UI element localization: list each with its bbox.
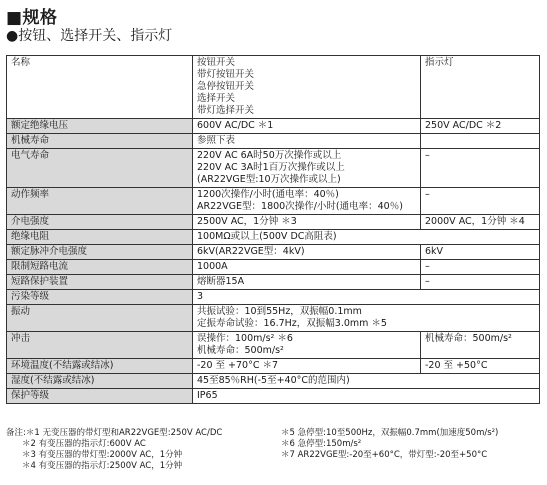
row-label: 电气寿命 — [7, 149, 193, 188]
value-line: 2500V AC，1分钟 ＊3 — [197, 216, 297, 227]
value-line: (AR22VGE型:10万次操作或以上) — [197, 174, 341, 185]
table-row — [7, 260, 540, 275]
row-label: 额定脉冲介电强度 — [7, 245, 193, 260]
table-row — [7, 119, 540, 134]
footnote-line: 备注:＊1 无变压器的带灯型和AR22VGE型:250V AC/DC — [6, 428, 223, 438]
value-line: – — [425, 150, 430, 161]
header-name-cell: 名称 — [7, 56, 193, 119]
indicator-value — [421, 260, 540, 275]
table-row — [7, 275, 540, 290]
value-line: 600V AC/DC ＊1 — [197, 120, 274, 131]
row-value — [193, 260, 421, 275]
row-value — [193, 359, 421, 374]
value-line: 机械寿命：500m/s² — [425, 333, 512, 344]
indicator-value — [421, 119, 540, 134]
value-line: 共振试验：10到55Hz，双振幅0.1mm — [197, 306, 362, 317]
row-value — [193, 134, 421, 149]
row-label: 介电强度 — [7, 215, 193, 230]
table-row — [7, 290, 540, 305]
row-value — [193, 245, 421, 260]
indicator-value — [421, 359, 540, 374]
indicator-value — [421, 149, 540, 188]
page-title: ■规格 — [6, 8, 58, 28]
value-line: 熔断器15A — [197, 276, 245, 287]
value-line: IP65 — [197, 390, 218, 401]
row-label: 振动 — [7, 305, 193, 332]
row-label: 限制短路电流 — [7, 260, 193, 275]
value-line: 6kV(AR22VGE型：4kV) — [197, 246, 305, 257]
value-line: 参照下表 — [197, 135, 236, 146]
value-line: 45至85％RH(-5至+40°C的范围内) — [197, 375, 350, 386]
table-row — [7, 245, 540, 260]
value-line: 220V AC 6A时50万次操作或以上 — [197, 150, 342, 161]
row-label: 污染等级 — [7, 290, 193, 305]
indicator-value — [421, 134, 540, 149]
row-label: 机械寿命 — [7, 134, 193, 149]
value-line: 100MΩ或以上(500V DC高阻表) — [197, 231, 337, 242]
row-value — [193, 275, 421, 290]
footnote-line: ＊4 有变压器的指示灯:2500V AC，1分钟 — [22, 461, 183, 471]
header-switch-type: 带灯按钮开关 — [197, 69, 255, 80]
value-line: 1200次操作/小时(通电率：40％) — [197, 189, 339, 200]
value-line: 3 — [197, 291, 204, 302]
table-row — [7, 374, 540, 389]
table-row — [7, 149, 540, 188]
value-line: – — [425, 189, 430, 200]
header-switch-type: 带灯选择开关 — [197, 105, 255, 116]
table-row — [7, 332, 540, 359]
row-value — [193, 374, 540, 389]
header-switch-types-cell — [193, 56, 421, 119]
footnote-line: ＊5 急停型:10至500Hz，双振幅0.7mm(加速度50m/s²) — [281, 428, 499, 438]
value-line: 6kV — [425, 246, 444, 257]
table-row — [7, 305, 540, 332]
table-row — [7, 134, 540, 149]
footnotes-right — [281, 428, 546, 461]
row-label: 额定绝缘电压 — [7, 119, 193, 134]
table-row — [7, 389, 540, 404]
row-label: 湿度(不结露或结冰) — [7, 374, 193, 389]
table-row — [7, 215, 540, 230]
indicator-value — [421, 275, 540, 290]
row-value — [193, 119, 421, 134]
row-value — [193, 332, 421, 359]
row-value — [193, 215, 421, 230]
table-header-row — [7, 56, 540, 119]
value-line: 250V AC/DC ＊2 — [425, 120, 502, 131]
row-value — [193, 305, 540, 332]
indicator-value — [421, 245, 540, 260]
row-value — [193, 290, 540, 305]
row-value — [193, 149, 421, 188]
value-line: 定振寿命试验：16.7Hz，双振幅3.0mm ＊5 — [197, 318, 387, 329]
header-switch-type: 按钮开关 — [197, 57, 236, 68]
value-line: -20 至 +50°C — [425, 360, 488, 371]
section-subtitle: ●按钮、选择开关、指示灯 — [6, 28, 173, 44]
spec-table — [6, 55, 540, 404]
footnote-line: ＊7 AR22VGE型:-20至+60°C，带灯型:-20至+50°C — [281, 450, 488, 460]
row-value — [193, 230, 540, 245]
header-switch-type: 选择开关 — [197, 93, 236, 104]
table-row — [7, 230, 540, 245]
value-line: 2000V AC，1分钟 ＊4 — [425, 216, 525, 227]
row-value — [193, 389, 540, 404]
value-line: – — [425, 261, 430, 272]
table-row — [7, 359, 540, 374]
row-value — [193, 188, 421, 215]
row-label: 绝缘电阻 — [7, 230, 193, 245]
row-label: 短路保护装置 — [7, 275, 193, 290]
indicator-value — [421, 332, 540, 359]
row-label: 冲击 — [7, 332, 193, 359]
value-line: 220V AC 3A时1百万次操作或以上 — [197, 162, 345, 173]
indicator-value — [421, 215, 540, 230]
value-line: 机械寿命：500m/s² — [197, 345, 284, 356]
header-indicator-cell: 指示灯 — [421, 56, 540, 119]
value-line: -20 至 +70°C ＊7 — [197, 360, 279, 371]
row-label: 保护等级 — [7, 389, 193, 404]
footnote-line: ＊3 有变压器的带灯型:2000V AC，1分钟 — [22, 450, 183, 460]
value-line: – — [425, 276, 430, 287]
table-row — [7, 188, 540, 215]
row-label: 动作频率 — [7, 188, 193, 215]
header-switch-type: 急停按钮开关 — [197, 81, 255, 92]
footnotes-left — [6, 428, 276, 472]
row-label: 环境温度(不结露或结冰) — [7, 359, 193, 374]
value-line: 误操作：100m/s² ＊6 — [197, 333, 293, 344]
value-line: AR22VGE型：1800次操作/小时(通电率：40％) — [197, 201, 403, 212]
value-line: 1000A — [197, 261, 228, 272]
indicator-value — [421, 188, 540, 215]
footnote-line: ＊2 有变压器的指示灯:600V AC — [22, 439, 146, 449]
footnote-line: ＊6 急停型:150m/s² — [281, 439, 362, 449]
